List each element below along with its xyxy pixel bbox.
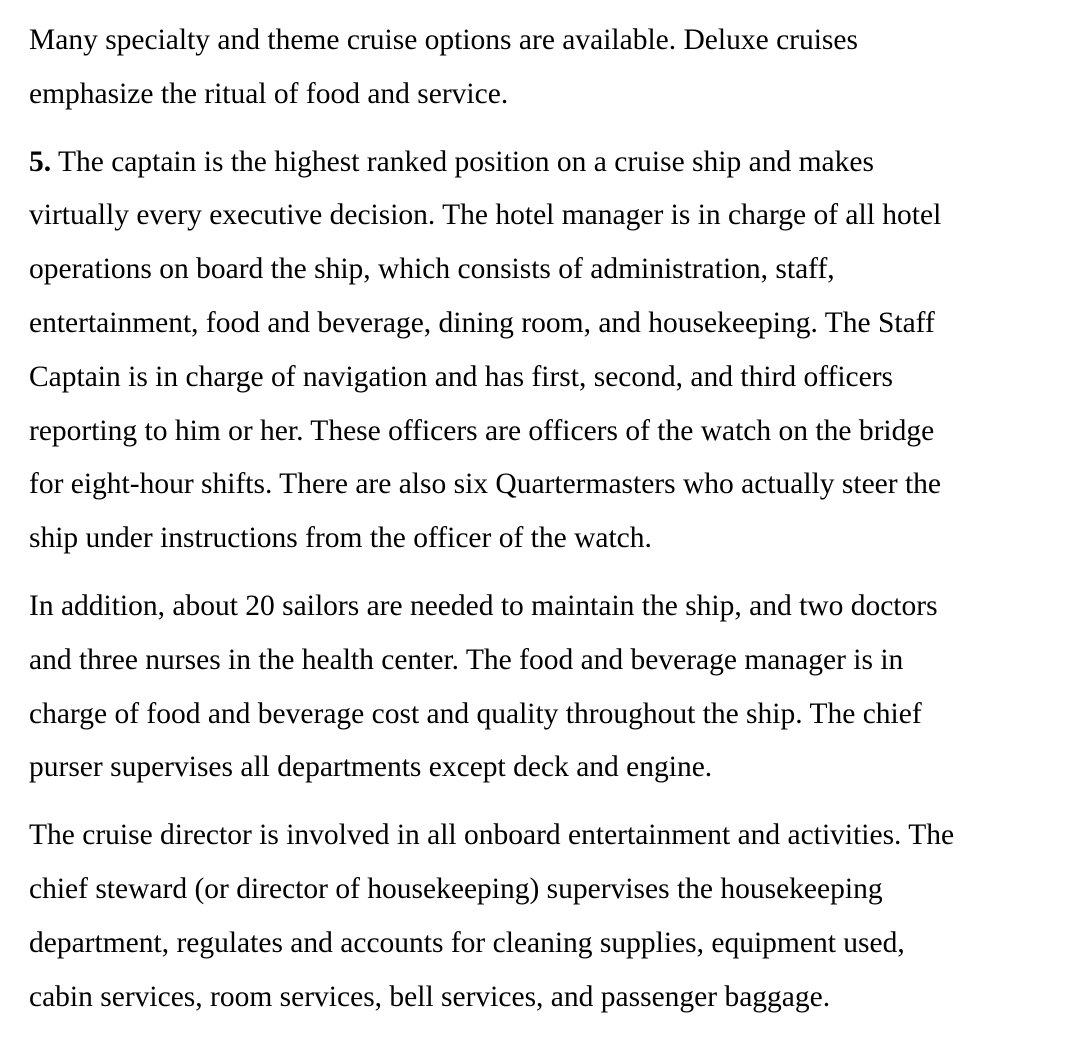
text-line: chief steward (or director of housekeeping) supervises the housekeeping <box>29 872 883 905</box>
text-line: Many specialty and theme cruise options are available. Deluxe cruises <box>29 24 858 56</box>
text-line: ship under instructions from the officer of the watch. <box>29 522 652 555</box>
paragraph-item-5 <box>29 136 1044 566</box>
text-line: purser supervises all departments except deck and engine. <box>29 751 713 784</box>
text-line: operations on board the ship, which consists of administration, staff, <box>29 253 835 286</box>
text-line: reporting to him or her. These officers are officers of the watch on the bridge <box>29 414 935 447</box>
list-number: 5. <box>29 145 52 178</box>
text-line: virtually every executive decision. The hotel manager is in charge of all hotel <box>29 199 942 232</box>
text-line: Captain is in charge of navigation and has first, second, and third officers <box>29 360 894 393</box>
paragraph-crew <box>29 580 1044 795</box>
text-line <box>29 136 1044 190</box>
text-line: charge of food and beverage cost and quality throughout the ship. The chief <box>29 697 922 730</box>
text-line: emphasize the ritual of food and service. <box>29 77 509 110</box>
text-line-rest: The captain is the highest ranked position on a cruise ship and makes <box>51 145 874 178</box>
paragraph-intro <box>29 14 1044 122</box>
text-line: and three nurses in the health center. The food and beverage manager is in <box>29 643 904 676</box>
text-line: The cruise director is involved in all onboard entertainment and activities. The <box>29 819 955 852</box>
text-line: In addition, about 20 sailors are needed to maintain the ship, and two doctors <box>29 589 938 622</box>
text-line: cabin services, room services, bell services, and passenger baggage. <box>29 980 831 1013</box>
text-line: department, regulates and accounts for cleaning supplies, equipment used, <box>29 926 905 959</box>
text-line: entertainment, food and beverage, dining room, and housekeeping. The Staff <box>29 306 935 339</box>
paragraph-cruise-director <box>29 809 1044 1024</box>
text-line: for eight-hour shifts. There are also six Quartermasters who actually steer the <box>29 468 942 501</box>
